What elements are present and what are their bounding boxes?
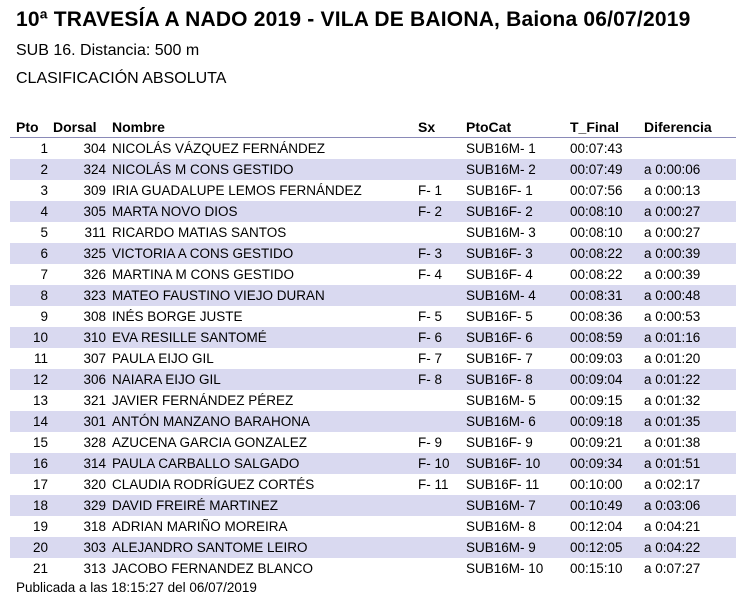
published-note: Publicada a las 18:15:27 del 06/07/2019	[16, 580, 257, 595]
classification-label: CLASIFICACIÓN ABSOLUTA	[16, 70, 227, 87]
cell-nombre: PAULA CARBALLO SALGADO	[112, 456, 300, 471]
cell-nombre: ANTÓN MANZANO BARAHONA	[112, 414, 311, 429]
cell-nombre: AZUCENA GARCIA GONZALEZ	[112, 435, 308, 450]
cell-t-final: 00:07:56	[570, 183, 623, 198]
cell-t-final: 00:08:31	[570, 288, 623, 303]
cell-dorsal: 309	[83, 183, 106, 198]
table-header	[10, 116, 736, 138]
cell-dorsal: 310	[83, 330, 106, 345]
cell-ptocat: SUB16M- 3	[466, 225, 536, 240]
cell-t-final: 00:12:05	[570, 540, 623, 555]
table-row	[10, 285, 736, 306]
cell-nombre: RICARDO MATIAS SANTOS	[112, 225, 287, 240]
cell-ptocat: SUB16M- 7	[466, 498, 536, 513]
table-row	[10, 138, 736, 159]
cell-diferencia: a 0:00:39	[644, 267, 701, 282]
cell-nombre: IRIA GUADALUPE LEMOS FERNÁNDEZ	[112, 183, 362, 198]
cell-dorsal: 314	[83, 456, 106, 471]
cell-nombre: NICOLÁS VÁZQUEZ FERNÁNDEZ	[112, 141, 326, 156]
cell-sx: F- 9	[418, 435, 443, 450]
cell-nombre: MARTA NOVO DIOS	[112, 204, 238, 219]
table-row	[10, 495, 736, 516]
cell-ptocat: SUB16F- 8	[466, 372, 533, 387]
cell-nombre: EVA RESILLE SANTOMÉ	[112, 330, 267, 345]
cell-dorsal: 320	[83, 477, 106, 492]
table-row	[10, 348, 736, 369]
cell-diferencia: a 0:01:22	[644, 372, 701, 387]
table-row	[10, 390, 736, 411]
table-row	[10, 159, 736, 180]
cell-dorsal: 321	[83, 393, 106, 408]
results-table	[10, 116, 736, 579]
cell-dorsal: 307	[83, 351, 106, 366]
cell-dorsal: 325	[83, 246, 106, 261]
cell-dorsal: 328	[83, 435, 106, 450]
cell-dorsal: 306	[83, 372, 106, 387]
cell-t-final: 00:08:36	[570, 309, 623, 324]
cell-pto: 7	[40, 267, 48, 282]
cell-diferencia: a 0:00:39	[644, 246, 701, 261]
table-body	[10, 138, 736, 579]
cell-diferencia: a 0:02:17	[644, 477, 701, 492]
header-dorsal: Dorsal	[53, 119, 97, 135]
cell-diferencia: a 0:03:06	[644, 498, 701, 513]
cell-pto: 20	[32, 540, 48, 555]
table-row	[10, 264, 736, 285]
cell-t-final: 00:10:49	[570, 498, 623, 513]
cell-diferencia: a 0:01:35	[644, 414, 701, 429]
cell-pto: 13	[32, 393, 48, 408]
cell-dorsal: 313	[83, 561, 106, 576]
cell-diferencia: a 0:00:27	[644, 225, 701, 240]
cell-ptocat: SUB16M- 2	[466, 162, 536, 177]
cell-t-final: 00:08:22	[570, 246, 623, 261]
table-row	[10, 432, 736, 453]
cell-nombre: JACOBO FERNANDEZ BLANCO	[112, 561, 314, 576]
cell-ptocat: SUB16F- 4	[466, 267, 533, 282]
cell-pto: 11	[33, 351, 48, 366]
cell-ptocat: SUB16M- 1	[466, 141, 536, 156]
header-pto: Pto	[16, 119, 39, 135]
cell-nombre: VICTORIA A CONS GESTIDO	[112, 246, 294, 261]
cell-pto: 4	[40, 204, 48, 219]
cell-sx: F- 5	[418, 309, 443, 324]
table-row	[10, 327, 736, 348]
cell-diferencia: a 0:01:51	[644, 456, 701, 471]
cell-diferencia: a 0:01:32	[644, 393, 701, 408]
table-row	[10, 306, 736, 327]
cell-nombre: DAVID FREIRÉ MARTINEZ	[112, 498, 279, 513]
cell-diferencia: a 0:01:16	[644, 330, 701, 345]
cell-ptocat: SUB16M- 6	[466, 414, 536, 429]
table-row	[10, 474, 736, 495]
cell-diferencia: a 0:04:21	[644, 519, 701, 534]
cell-ptocat: SUB16M- 9	[466, 540, 536, 555]
cell-ptocat: SUB16F- 5	[466, 309, 533, 324]
cell-sx: F- 4	[418, 267, 443, 282]
cell-sx: F- 10	[418, 456, 450, 471]
cell-dorsal: 323	[83, 288, 106, 303]
table-row	[10, 537, 736, 558]
cell-t-final: 00:12:04	[570, 519, 623, 534]
cell-nombre: ALEJANDRO SANTOME LEIRO	[112, 540, 308, 555]
cell-diferencia: a 0:00:13	[644, 183, 701, 198]
cell-pto: 10	[32, 330, 48, 345]
cell-nombre: ADRIAN MARIÑO MOREIRA	[112, 519, 288, 534]
cell-dorsal: 305	[83, 204, 106, 219]
cell-t-final: 00:08:59	[570, 330, 623, 345]
cell-t-final: 00:15:10	[570, 561, 623, 576]
cell-ptocat: SUB16F- 2	[466, 204, 533, 219]
cell-pto: 12	[32, 372, 48, 387]
cell-pto: 1	[40, 141, 48, 156]
cell-dorsal: 301	[83, 414, 106, 429]
cell-t-final: 00:07:49	[570, 162, 623, 177]
cell-ptocat: SUB16M- 4	[466, 288, 536, 303]
cell-ptocat: SUB16F- 7	[466, 351, 533, 366]
cell-dorsal: 324	[83, 162, 106, 177]
cell-ptocat: SUB16F- 6	[466, 330, 533, 345]
cell-dorsal: 318	[83, 519, 106, 534]
cell-pto: 8	[40, 288, 48, 303]
cell-ptocat: SUB16F- 10	[466, 456, 541, 471]
cell-nombre: INÉS BORGE JUSTE	[112, 309, 243, 324]
cell-diferencia: a 0:07:27	[644, 561, 701, 576]
cell-t-final: 00:08:10	[570, 225, 623, 240]
table-row	[10, 411, 736, 432]
cell-diferencia: a 0:00:06	[644, 162, 701, 177]
cell-dorsal: 304	[83, 141, 106, 156]
cell-nombre: JAVIER FERNÁNDEZ PÉREZ	[112, 393, 294, 408]
cell-pto: 5	[40, 225, 48, 240]
cell-sx: F- 8	[418, 372, 443, 387]
table-row	[10, 516, 736, 537]
cell-dorsal: 326	[83, 267, 106, 282]
cell-ptocat: SUB16F- 9	[466, 435, 533, 450]
page-title: 10ª TRAVESÍA A NADO 2019 - VILA DE BAIONA, Baiona 06/07/2019	[16, 8, 691, 31]
table-row	[10, 180, 736, 201]
cell-nombre: MARTINA M CONS GESTIDO	[112, 267, 295, 282]
cell-t-final: 00:07:43	[570, 141, 623, 156]
cell-sx: F- 1	[418, 183, 443, 198]
cell-t-final: 00:09:15	[570, 393, 623, 408]
cell-dorsal: 329	[83, 498, 106, 513]
cell-nombre: PAULA EIJO GIL	[112, 351, 214, 366]
cell-ptocat: SUB16F- 1	[466, 183, 533, 198]
cell-diferencia: a 0:00:48	[644, 288, 701, 303]
cell-pto: 15	[32, 435, 48, 450]
header-nombre: Nombre	[112, 119, 165, 135]
category-distance: SUB 16. Distancia: 500 m	[16, 42, 200, 59]
cell-diferencia: a 0:04:22	[644, 540, 701, 555]
table-row	[10, 558, 736, 579]
cell-ptocat: SUB16M- 8	[466, 519, 536, 534]
cell-sx: F- 7	[418, 351, 443, 366]
cell-nombre: NICOLÁS M CONS GESTIDO	[112, 162, 294, 177]
cell-pto: 14	[32, 414, 48, 429]
cell-pto: 9	[40, 309, 48, 324]
cell-pto: 21	[32, 561, 48, 576]
cell-diferencia: a 0:01:38	[644, 435, 701, 450]
cell-dorsal: 308	[83, 309, 106, 324]
cell-pto: 3	[40, 183, 48, 198]
cell-ptocat: SUB16F- 11	[466, 477, 540, 492]
cell-sx: F- 3	[418, 246, 443, 261]
table-row	[10, 201, 736, 222]
cell-nombre: NAIARA EIJO GIL	[112, 372, 221, 387]
cell-nombre: MATEO FAUSTINO VIEJO DURAN	[112, 288, 325, 303]
cell-sx: F- 11	[418, 477, 449, 492]
cell-dorsal: 311	[84, 225, 106, 240]
cell-pto: 18	[32, 498, 48, 513]
cell-dorsal: 303	[83, 540, 106, 555]
cell-t-final: 00:10:00	[570, 477, 623, 492]
cell-pto: 16	[32, 456, 48, 471]
cell-pto: 19	[32, 519, 48, 534]
cell-sx: F- 6	[418, 330, 443, 345]
header-diferencia: Diferencia	[644, 119, 712, 135]
table-row	[10, 369, 736, 390]
cell-t-final: 00:09:04	[570, 372, 623, 387]
cell-t-final: 00:08:22	[570, 267, 623, 282]
cell-ptocat: SUB16F- 3	[466, 246, 533, 261]
cell-pto: 17	[32, 477, 48, 492]
header-t-final: T_Final	[570, 119, 620, 135]
cell-t-final: 00:09:21	[570, 435, 623, 450]
cell-diferencia: a 0:00:53	[644, 309, 701, 324]
cell-t-final: 00:08:10	[570, 204, 623, 219]
cell-ptocat: SUB16M- 5	[466, 393, 536, 408]
cell-pto: 6	[40, 246, 48, 261]
cell-ptocat: SUB16M- 10	[466, 561, 544, 576]
table-row	[10, 453, 736, 474]
header-ptocat: PtoCat	[466, 119, 512, 135]
cell-diferencia: a 0:01:20	[644, 351, 701, 366]
cell-pto: 2	[40, 162, 48, 177]
cell-diferencia: a 0:00:27	[644, 204, 701, 219]
cell-t-final: 00:09:18	[570, 414, 623, 429]
cell-t-final: 00:09:03	[570, 351, 623, 366]
table-row	[10, 222, 736, 243]
header-sx: Sx	[418, 119, 436, 135]
cell-nombre: CLAUDIA RODRÍGUEZ CORTÉS	[112, 477, 315, 492]
table-row	[10, 243, 736, 264]
cell-sx: F- 2	[418, 204, 443, 219]
cell-t-final: 00:09:34	[570, 456, 623, 471]
